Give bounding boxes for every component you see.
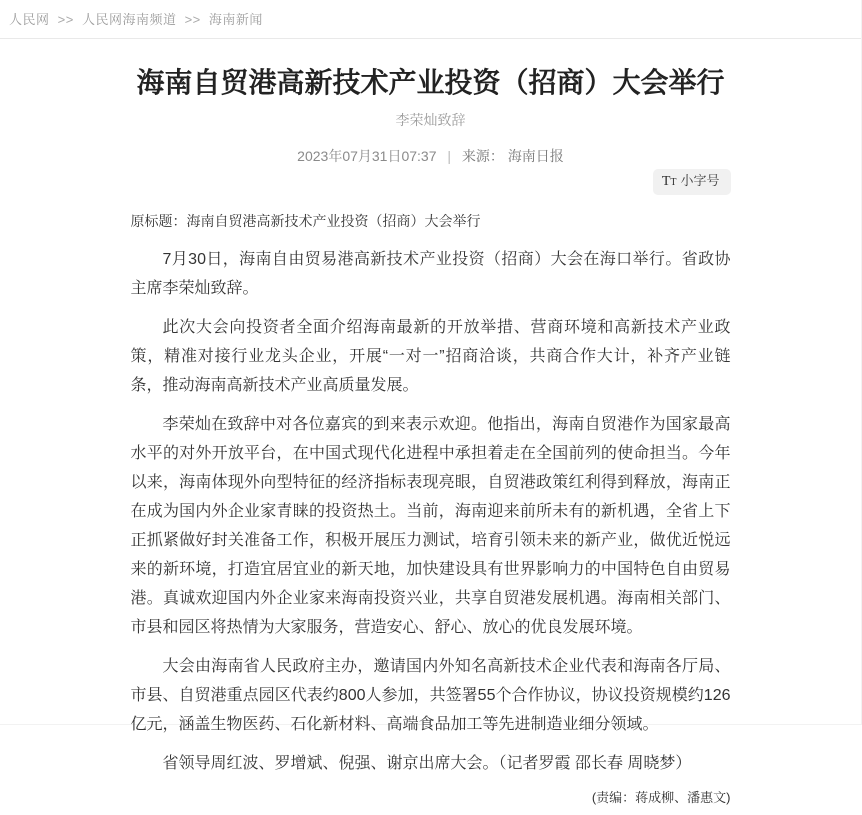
font-size-button-label: 小字号 <box>680 173 720 188</box>
article-subtitle: 李荣灿致辞 <box>395 112 466 128</box>
article-paragraph: 7月30日，海南自由贸易港高新技术产业投资（招商）大会在海口举行。省政协主席李荣灿致辞。 <box>130 251 731 297</box>
meta-separator: | <box>447 148 452 164</box>
breadcrumb-link-hainan-channel[interactable]: 人民网海南频道 <box>81 12 177 27</box>
original-title: 原标题：海南自贸港高新技术产业投资（招商）大会举行 <box>130 213 481 229</box>
breadcrumb-link-hainan-news[interactable]: 海南新闻 <box>208 12 263 27</box>
article-paragraph: 此次大会向投资者全面介绍海南最新的开放举措、营商环境和高新技术产业政策，精准对接行业龙头企业，开展“一对一”招商洽谈，共商合作大计，补齐产业链条，推动海南高新技术产业高质量发展。 <box>130 319 731 394</box>
article-paragraph: 省领导周红波、罗增斌、倪强、谢京出席大会。（记者罗霞 邵长春 周晓梦） <box>162 755 692 772</box>
breadcrumb-link-people[interactable]: 人民网 <box>9 12 50 27</box>
article-meta <box>131 146 731 166</box>
font-size-button[interactable] <box>653 169 731 195</box>
breadcrumb <box>0 0 861 39</box>
article-paragraph: 大会由海南省人民政府主办，邀请国内外知名高新技术企业代表和海南各厅局、市县、自贸港重点园区代表约800人参加，共签署55个合作协议，协议投资规模约126亿元，涵盖生物医药、石化新材料、高端食品加工等先进制造业细分领域。 <box>130 658 731 733</box>
article-body <box>131 211 731 815</box>
font-size-icon: TT <box>661 174 677 189</box>
editor-note: (责编：蒋成柳、潘惠文) <box>591 790 731 805</box>
breadcrumb-separator: >> <box>57 12 74 27</box>
article-title: 海南自贸港高新技术产业投资（招商）大会举行 <box>136 67 725 98</box>
breadcrumb-separator: >> <box>184 12 201 27</box>
source-label: 来源： <box>461 148 504 164</box>
article-paragraph: 李荣灿在致辞中对各位嘉宾的到来表示欢迎。他指出，海南自贸港作为国家最高水平的对外开放平台，在中国式现代化进程中承担着走在全国前列的使命担当。今年以来，海南体现外向型特征的经济指标表现亮眼，自贸港政策红利得到释放，海南正在成为国内外企业家青睐的投资热土。当前，海南迎来前所未有的新机遇，全省上下正抓紧做好封关准备工作，积极开展压力测试，培育引领未来的新产业，做优近悦远来的新环境，打造宜居宜业的新天地，加快建设具有世界影响力的中国特色自由贸易港。真诚欢迎国内外企业家来海南投资兴业，共享自贸港发展机遇。海南相关部门、市县和园区将热情为大家服务，营造安心、舒心、放心的优良发展环境。 <box>130 416 731 636</box>
article-toolbar <box>131 169 731 195</box>
article-page <box>131 65 731 815</box>
source-name: 海南日报 <box>507 148 564 164</box>
publish-date: 2023年07月31日07:37 <box>297 148 437 164</box>
